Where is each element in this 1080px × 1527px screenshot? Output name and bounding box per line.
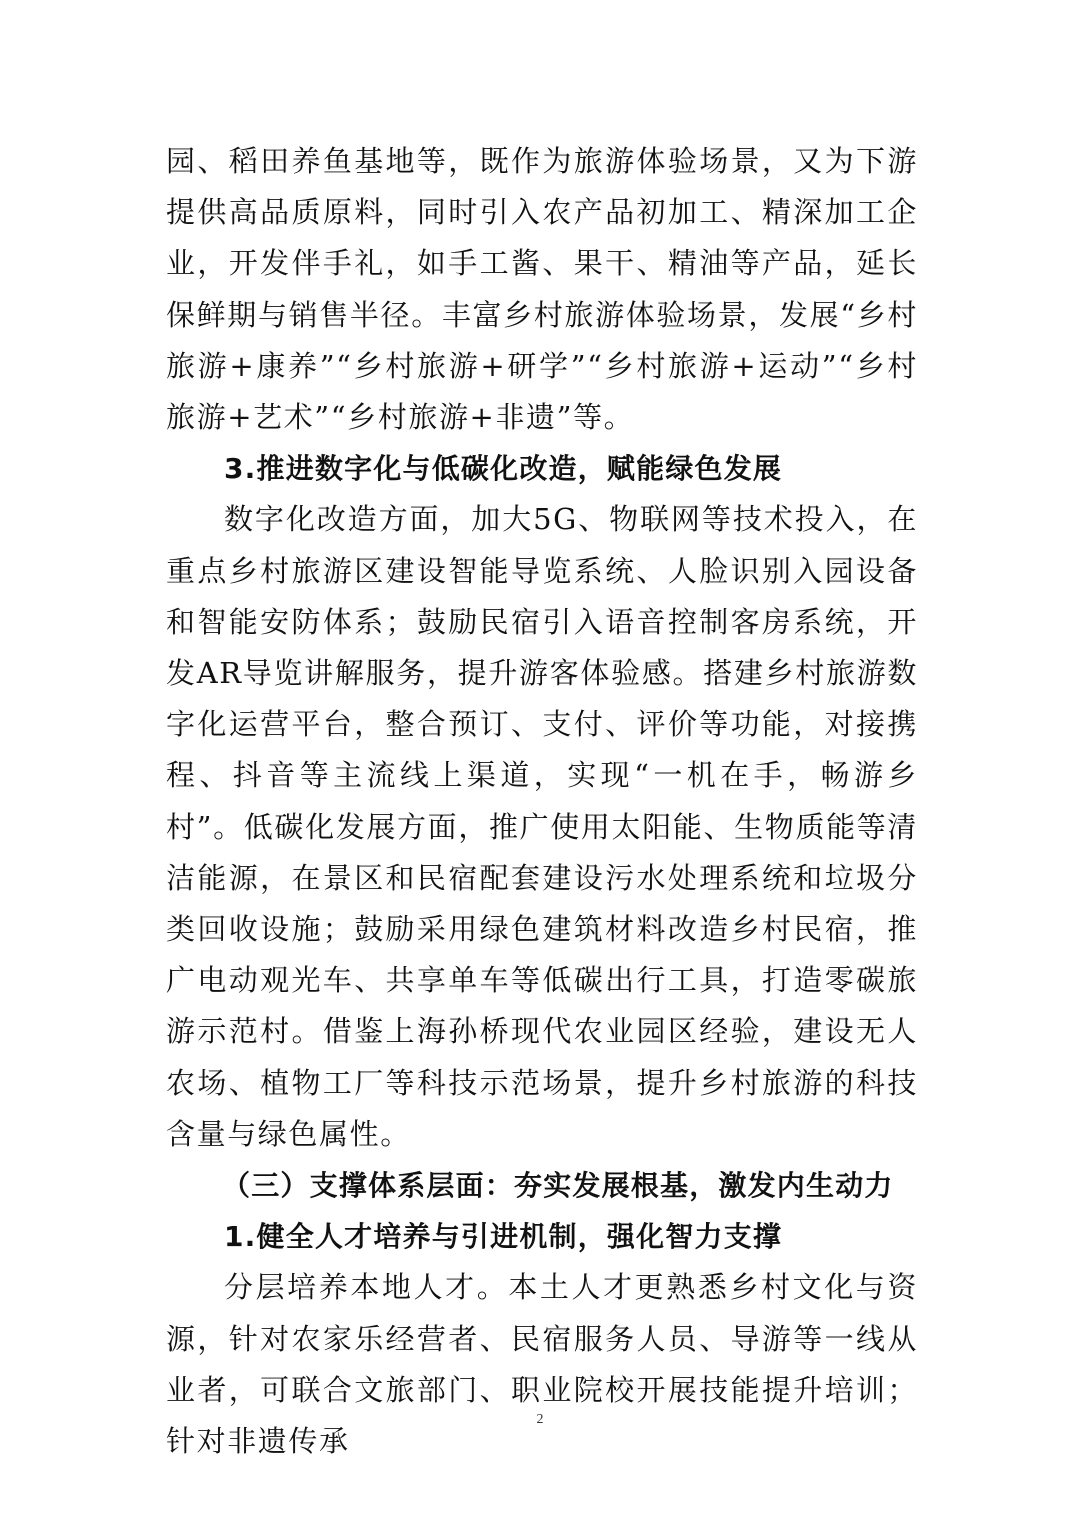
paragraph-agri-tourism-integration: 园、稻田养鱼基地等，既作为旅游体验场景，又为下游提供高品质原料，同时引入农产品初加工、精深加工企业，开发伴手礼，如手工酱、果干、精油等产品，延长保鲜期与销售半径。丰富乡村旅游体验场景，发展“乡村旅游+康养”“乡村旅游+研学”“乡村旅游+运动”“乡村旅游+艺术”“乡村旅游+非遗”等。: [166, 144, 918, 435]
page-number: 2: [536, 1412, 544, 1427]
section-heading-support-system: （三）支撑体系层面：夯实发展根基，激发内生动力: [222, 1169, 894, 1203]
heading-digital-low-carbon: 3.推进数字化与低碳化改造，赋能绿色发展: [224, 452, 783, 486]
heading-talent-mechanism: 1.健全人才培养与引进机制，强化智力支撑: [224, 1220, 783, 1254]
document-page: [166, 136, 918, 1467]
paragraph-digital-low-carbon: 数字化改造方面，加大5G、物联网等技术投入，在重点乡村旅游区建设智能导览系统、人脸识别入园设备和智能安防体系；鼓励民宿引入语音控制客房系统，开发AR导览讲解服务，提升游客体验感。搭建乡村旅游数字化运营平台，整合预订、支付、评价等功能，对接携程、抖音等主流线上渠道，实现“一机在手，畅游乡村”。低碳化发展方面，推广使用太阳能、生物质能等清洁能源，在景区和民宿配套建设污水处理系统和垃圾分类回收设施；鼓励采用绿色建筑材料改造乡村民宿，推广电动观光车、共享单车等低碳出行工具，打造零碳旅游示范村。借鉴上海孙桥现代农业园区经验，建设无人农场、植物工厂等科技示范场景，提升乡村旅游的科技含量与绿色属性。: [166, 502, 918, 1151]
paragraph-talent-training: 分层培养本地人才。本土人才更熟悉乡村文化与资源，针对农家乐经营者、民宿服务人员、导游等一线从业者，可联合文旅部门、职业院校开展技能提升培训；针对非遗传承: [166, 1270, 918, 1459]
